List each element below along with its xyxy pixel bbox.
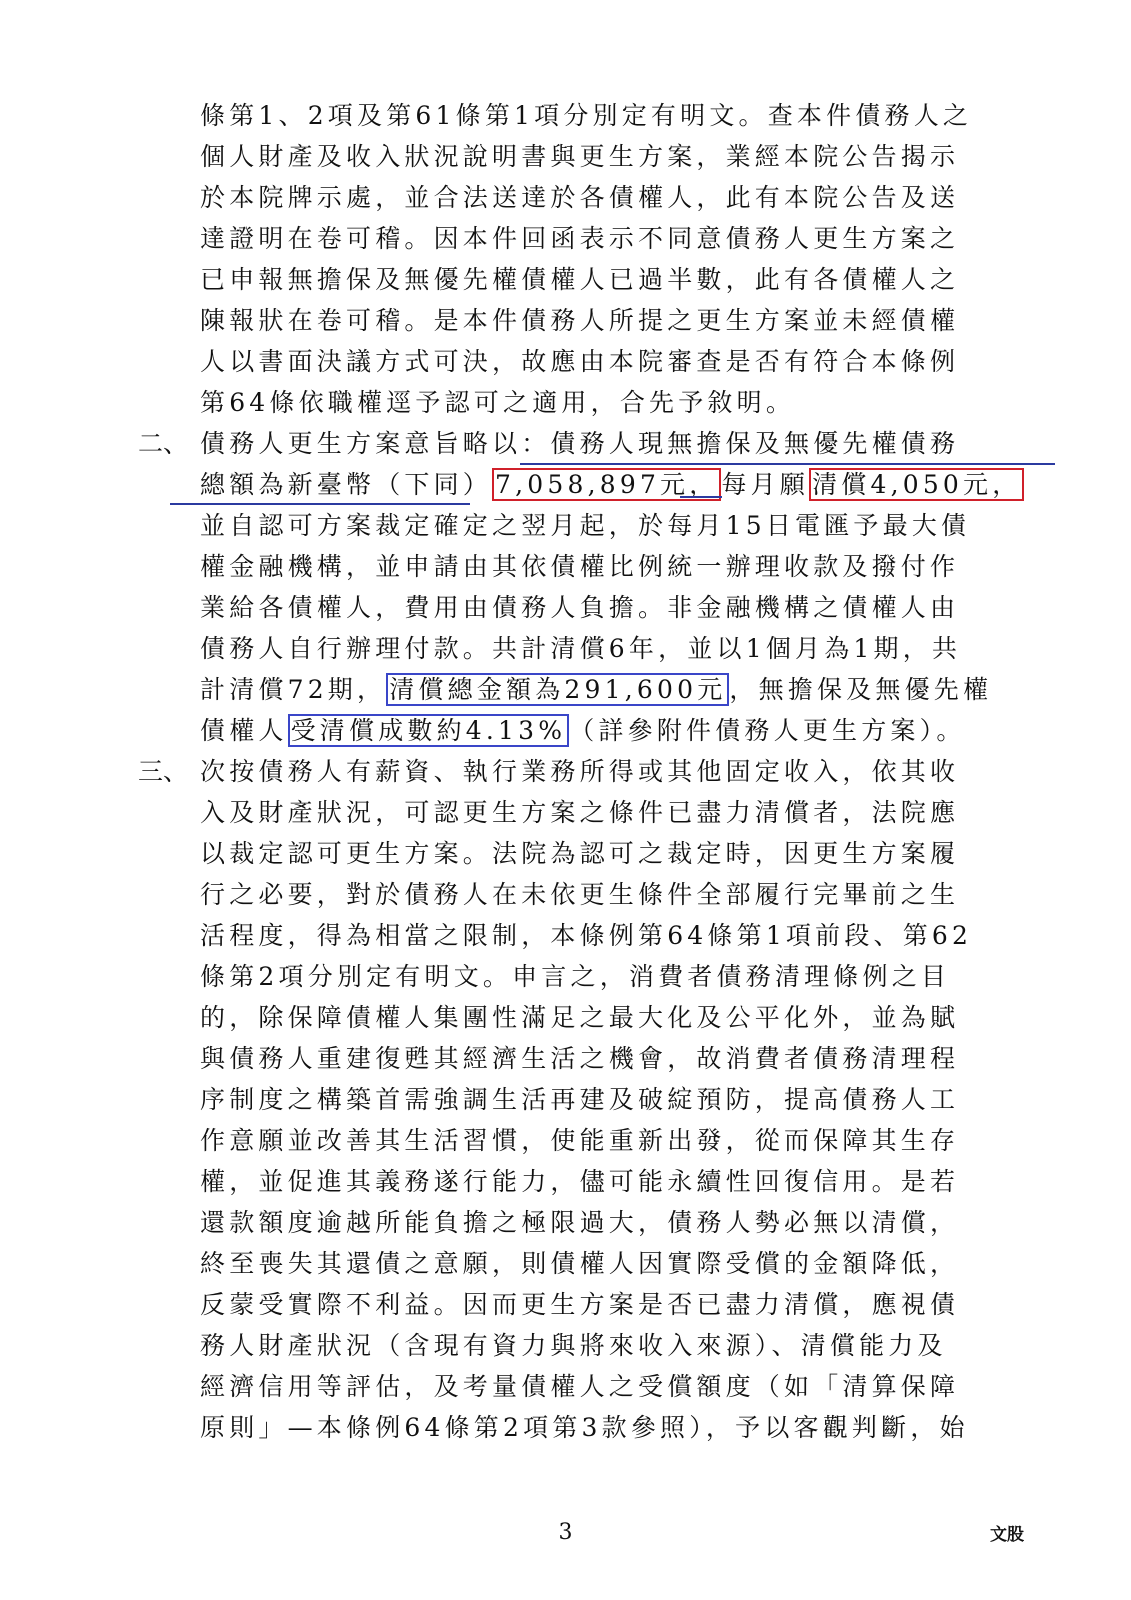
text-line-highlighted xyxy=(200,670,993,710)
text-line: 條第1、2項及第61條第1項分別定有明文。查本件債務人之 xyxy=(200,101,973,130)
text-line: 並自認可方案裁定確定之翌月起，於每月15日電匯予最大債 xyxy=(200,511,971,540)
text-span: （詳參附件債務人更生方案）。 xyxy=(569,716,966,745)
text-line: 終至喪失其還債之意願，則債權人因實際受償的金額降低， xyxy=(200,1249,960,1278)
blue-underline-mark xyxy=(170,503,470,505)
text-line: 經濟信用等評估，及考量債權人之受償額度（如「清算保障 xyxy=(200,1372,960,1401)
division-stamp: 文股 xyxy=(990,1525,1024,1545)
text-line: 務人財產狀況（含現有資力與將來收入來源）、清償能力及 xyxy=(200,1331,947,1360)
text-line: 還款額度逾越所能負擔之極限過大，債務人勢必無以清償， xyxy=(200,1208,960,1237)
text-line: 業給各債權人，費用由債務人負擔。非金融機構之債權人由 xyxy=(200,593,960,622)
text-line: 個人財產及收入狀況說明書與更生方案，業經本院公告揭示 xyxy=(200,142,960,171)
text-line: 陳報狀在卷可稽。是本件債務人所提之更生方案並未經債權 xyxy=(200,306,960,335)
text-line: 活程度，得為相當之限制，本條例第64條第1項前段、第62 xyxy=(200,921,973,950)
section-marker-2: 二、 xyxy=(138,429,189,458)
text-line: 已申報無擔保及無優先權債權人已過半數，此有各債權人之 xyxy=(200,265,960,294)
debt-total-highlight: 7,058,897元， xyxy=(492,468,721,501)
text-line-highlighted xyxy=(200,465,1022,505)
text-span: 每月願 xyxy=(721,470,810,499)
section-marker-3: 三、 xyxy=(138,757,189,786)
text-line: 於本院牌示處，並合法送達於各債權人，此有本院公告及送 xyxy=(200,183,960,212)
text-line: 的，除保障債權人集團性滿足之最大化及公平化外，並為賦 xyxy=(200,1003,960,1032)
text-line-highlighted xyxy=(200,711,980,751)
text-line: 原則」—本條例64條第2項第3款參照），予以客觀判斷，始 xyxy=(200,1413,969,1442)
text-line: 與債務人重建復甦其經濟生活之機會，故消費者債務清理程 xyxy=(200,1044,960,1073)
text-line: 入及財產狀況，可認更生方案之條件已盡力清償者，法院應 xyxy=(200,798,960,827)
text-line: 以裁定認可更生方案。法院為認可之裁定時，因更生方案履 xyxy=(200,839,960,868)
text-span: 計清償72期， xyxy=(200,675,387,704)
text-line: 權金融機構，並申請由其依債權比例統一辦理收款及撥付作 xyxy=(200,552,960,581)
page-number: 3 xyxy=(558,1520,573,1545)
text-line: 條第2項分別定有明文。申言之，消費者債務清理條例之目 xyxy=(200,962,951,991)
text-line: 行之必要，對於債務人在未依更生條件全部履行完畢前之生 xyxy=(200,880,960,909)
text-line: 反蒙受實際不利益。因而更生方案是否已盡力清償，應視債 xyxy=(200,1290,960,1319)
text-line: 人以書面決議方式可決，故應由本院審查是否有符合本條例 xyxy=(200,347,960,376)
text-span: 債權人 xyxy=(200,716,288,745)
text-line: 次按債務人有薪資、執行業務所得或其他固定收入，依其收 xyxy=(200,757,960,786)
text-span: 總額為新臺幣（下同） xyxy=(200,470,493,499)
total-repayment-highlight: 清償總金額為291,600元 xyxy=(386,673,729,706)
text-line: 債務人更生方案意旨略以：債務人現無擔保及無優先權債務 xyxy=(200,429,960,458)
text-line: 第64條依職權逕予認可之適用，合先予敘明。 xyxy=(200,388,796,417)
blue-underline-mark xyxy=(520,463,1055,465)
text-line: 達證明在卷可稽。因本件回函表示不同意債務人更生方案之 xyxy=(200,224,960,253)
text-line: 債務人自行辦理付款。共計清償6年，並以1個月為1期，共 xyxy=(200,634,962,663)
repayment-ratio-highlight: 受清償成數約4.13% xyxy=(288,714,570,747)
text-line: 序制度之構築首需強調生活再建及破綻預防，提高債務人工 xyxy=(200,1085,960,1114)
text-line: 權，並促進其義務遂行能力，儘可能永續性回復信用。是若 xyxy=(200,1167,960,1196)
blue-underline-mark xyxy=(680,496,722,498)
monthly-payment-highlight: 清償4,050元， xyxy=(809,468,1024,501)
text-line: 作意願並改善其生活習慣，使能重新出發，從而保障其生存 xyxy=(200,1126,960,1155)
text-span: ，無擔保及無優先權 xyxy=(729,675,993,704)
